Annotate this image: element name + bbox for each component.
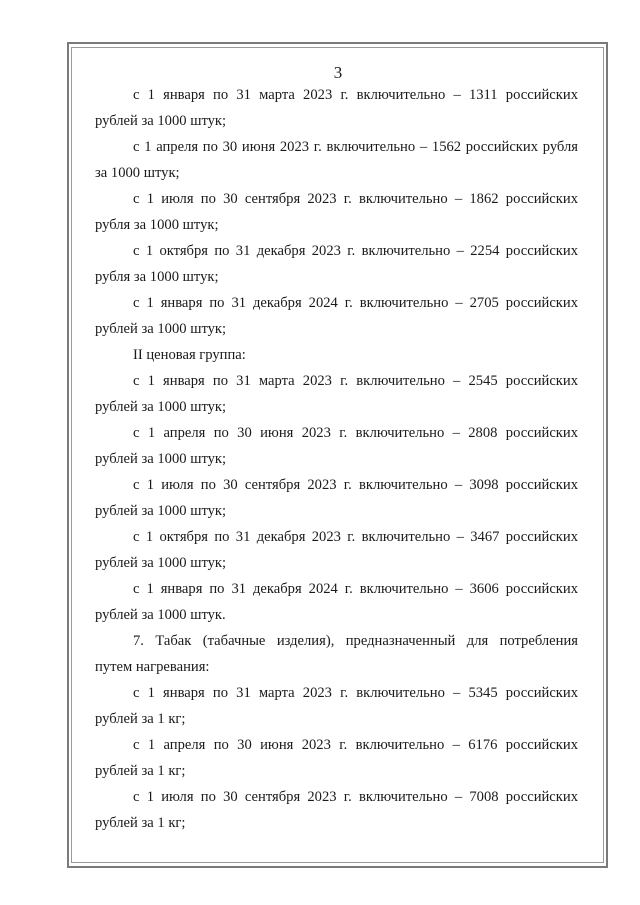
paragraph-line: рублей за 1000 штук; xyxy=(95,555,227,571)
paragraph-line: 7. Табак (табачные изделия), предназначенный для потребления xyxy=(133,633,578,649)
paragraph xyxy=(95,628,578,680)
paragraph-line: рублей за 1 кг; xyxy=(95,711,186,727)
document-body xyxy=(95,82,578,836)
paragraph xyxy=(95,368,578,420)
paragraph-line: с 1 апреля по 30 июня 2023 г. включительно – 2808 российских xyxy=(133,425,578,441)
paragraph-line: с 1 октября по 31 декабря 2023 г. включительно – 3467 российских xyxy=(133,529,578,545)
paragraph-line: с 1 июля по 30 сентября 2023 г. включительно – 3098 российских xyxy=(133,477,578,493)
paragraph xyxy=(95,576,578,628)
paragraph xyxy=(95,82,578,134)
paragraph-line: с 1 января по 31 марта 2023 г. включительно – 5345 российских xyxy=(133,685,578,701)
paragraph-line: с 1 января по 31 декабря 2024 г. включительно – 2705 российских xyxy=(133,295,578,311)
section-heading xyxy=(95,342,578,368)
paragraph-line: рублей за 1000 штук; xyxy=(95,113,227,129)
paragraph-line: с 1 апреля по 30 июня 2023 г. включительно – 6176 российских xyxy=(133,737,578,753)
paragraph-line: рублей за 1000 штук; xyxy=(95,451,227,467)
paragraph-line: рублей за 1000 штук; xyxy=(95,399,227,415)
paragraph-line: рублей за 1 кг; xyxy=(95,815,186,831)
paragraph xyxy=(95,420,578,472)
paragraph-line: рубля за 1000 штук; xyxy=(95,269,219,285)
paragraph-line: рублей за 1 кг; xyxy=(95,763,186,779)
paragraph xyxy=(95,238,578,290)
paragraph xyxy=(95,186,578,238)
paragraph-line: с 1 января по 31 марта 2023 г. включительно – 1311 российских xyxy=(133,87,578,103)
paragraph-line: II ценовая группа: xyxy=(133,347,246,363)
paragraph-line: рубля за 1000 штук; xyxy=(95,217,219,233)
paragraph-line: путем нагревания: xyxy=(95,659,210,675)
paragraph-line: за 1000 штук; xyxy=(95,165,180,181)
paragraph xyxy=(95,680,578,732)
paragraph-line: рублей за 1000 штук; xyxy=(95,321,227,337)
paragraph xyxy=(95,524,578,576)
paragraph-line: рублей за 1000 штук; xyxy=(95,503,227,519)
paragraph-line: с 1 апреля по 30 июня 2023 г. включительно – 1562 российских рубля xyxy=(133,139,578,155)
paragraph-line: с 1 января по 31 марта 2023 г. включительно – 2545 российских xyxy=(133,373,578,389)
paragraph xyxy=(95,784,578,836)
paragraph-line: с 1 июля по 30 сентября 2023 г. включительно – 1862 российских xyxy=(133,191,578,207)
paragraph xyxy=(95,732,578,784)
paragraph-line: с 1 января по 31 декабря 2024 г. включительно – 3606 российских xyxy=(133,581,578,597)
paragraph-line: с 1 октября по 31 декабря 2023 г. включительно – 2254 российских xyxy=(133,243,578,259)
paragraph-line: с 1 июля по 30 сентября 2023 г. включительно – 7008 российских xyxy=(133,789,578,805)
paragraph-line: рублей за 1000 штук. xyxy=(95,607,226,623)
paragraph xyxy=(95,472,578,524)
paragraph xyxy=(95,290,578,342)
page-number: 3 xyxy=(333,63,343,82)
paragraph xyxy=(95,134,578,186)
